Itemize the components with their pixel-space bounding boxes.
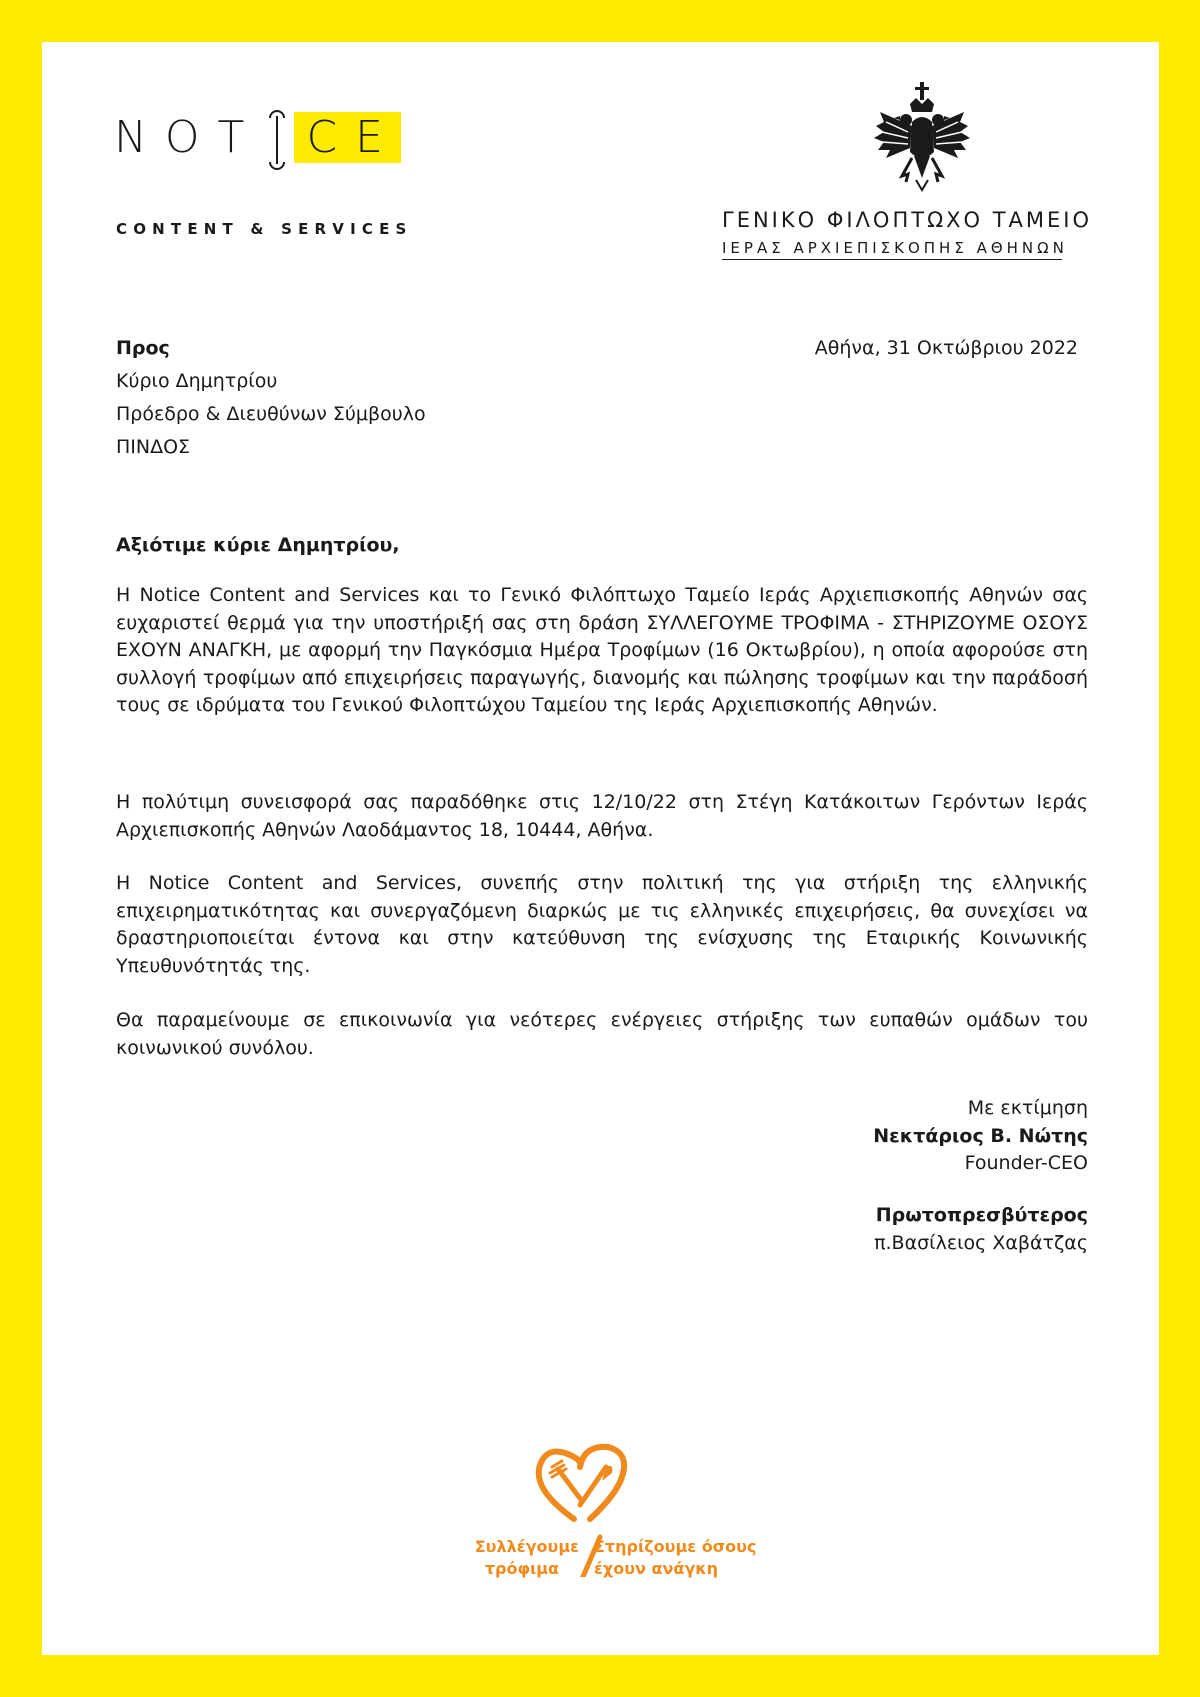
church-logo-line1: ΓΕΝΙΚΟ ΦΙΛΟΠΤΩΧΟ ΤΑΜΕΙΟ: [722, 208, 1093, 232]
body-paragraph-2: Η πολύτιμη συνεισφορά σας παραδόθηκε στις 12/10/22 στη Στέγη Κατάκοιτων Γερόντων Ιεράς Αρχιεπισκοπής Αθηνών Λαοδάμαντος 18, 10444, Αθήνα.: [116, 791, 1088, 841]
closing: Με εκτίμηση: [967, 1097, 1088, 1119]
campaign-logo: [422, 1437, 782, 1577]
recipient-to-label: Προς: [116, 337, 170, 359]
signer1-name: Νεκτάριος Β. Νώτης: [873, 1124, 1088, 1147]
campaign-left-line1: Συλλέγουμε: [474, 1537, 579, 1556]
signer2-name: π.Βασίλειος Χαβάτζας: [874, 1231, 1088, 1254]
body-paragraph-3: Η Notice Content and Services, συνεπής στην πολιτική της για στήριξη της ελληνικής επιχειρηματικότητας και συνεργαζόμενη διαρκώς με τις ελληνικές επιχειρήσεις, θα συνεχίσει να δραστηριοποιείται έντονα και στην κατεύθυνση της ενίσχυσης της Εταιρικής Κοινωνικής Υπευθυνότητάς της.: [116, 872, 1088, 977]
notice-logo: [114, 108, 474, 238]
campaign-left-text: [475, 1536, 579, 1580]
notice-logo-wordmark: NOT CE: [114, 108, 401, 168]
signature-block-2: [642, 1202, 1088, 1257]
recipient-title: Πρόεδρο & Διευθύνων Σύμβουλο: [116, 403, 426, 425]
recipient-block: [116, 332, 426, 464]
body-paragraph-4: Θα παραμείνουμε σε επικοινωνία για νεότερες ενέργειες στήριξης των ευπαθών ομάδων του κοινωνικού συνόλου.: [116, 1009, 1088, 1059]
signature-block-1: [642, 1095, 1088, 1178]
notice-logo-subtitle: CONTENT & SERVICES: [116, 220, 413, 238]
church-logo-line2: ΙΕΡΑΣ ΑΡΧΙΕΠΙΣΚΟΠΗΣ ΑΘΗΝΩΝ: [722, 239, 1062, 260]
recipient-name: Κύριο Δημητρίου: [116, 370, 278, 392]
cursor-i-icon: [262, 108, 292, 168]
recipient-company: ΠΙΝΔΟΣ: [116, 436, 191, 458]
letter-date: Αθήνα, 31 Οκτώβριου 2022: [814, 337, 1078, 359]
double-headed-eagle-icon: [872, 82, 972, 202]
letter-page: [42, 42, 1159, 1655]
church-logo: [722, 82, 1122, 267]
salutation: Αξιότιμε κύριε Δημητρίου,: [116, 534, 400, 556]
signer2-title: Πρωτοπρεσβύτερος: [875, 1204, 1088, 1226]
campaign-right-line1: Στηρίζουμε όσους: [594, 1537, 757, 1556]
campaign-right-text: [594, 1536, 756, 1580]
campaign-left-line2: τρόφιμα: [484, 1559, 559, 1578]
body-paragraph-1: Η Notice Content and Services και το Γενικό Φιλόπτωχο Ταμείο Ιεράς Αρχιεπισκοπής Αθηνών σας ευχαριστεί θερμά για την υποστήριξή σας στη δράση ΣΥΛΛΕΓΟΥΜΕ ΤΡΟΦΙΜΑ - ΣΤΗΡΙΖΟΥΜΕ ΟΣΟΥΣ ΕΧΟΥΝ ΑΝΑΓΚΗ, με αφορμή την Παγκόσμια Ημέρα Τροφίμων (16 Οκτωβρίου), η οποία αφορούσε στη συλλογή τροφίμων από επιχειρήσεις παραγωγής, διανομής και πώλησης τροφίμων και την παράδοσή τους σε ιδρύματα του Γενικού Φιλοπτώχου Ταμείου της Ιεράς Αρχιεπισκοπής Αθηνών.: [116, 584, 1088, 716]
campaign-right-line2: έχουν ανάγκη: [594, 1559, 719, 1578]
signer1-title: Founder-CEO: [964, 1152, 1088, 1174]
